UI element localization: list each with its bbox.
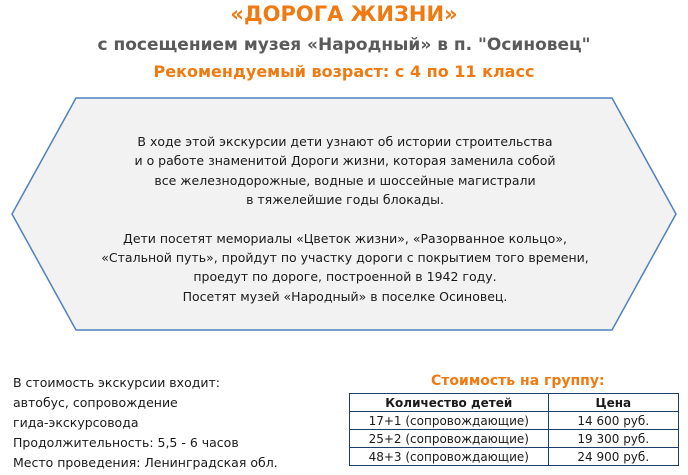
pricing-title: Стоимость на группу: [431, 373, 605, 389]
group-size-cell: 17+1 (сопровождающие) [350, 412, 549, 430]
page-subtitle: с посещением музея «Народный» в п. "Осиновец" [97, 35, 591, 55]
description-line: Дети посетят мемориалы «Цветок жизни», «Разорванное кольцо», [123, 230, 567, 246]
column-header-children: Количество детей [350, 394, 549, 412]
description-paragraph [70, 132, 620, 210]
price-cell: 19 300 руб. [548, 430, 678, 448]
description-paragraph [70, 229, 620, 307]
table-row [350, 448, 679, 466]
group-size-cell: 48+3 (сопровождающие) [350, 448, 549, 466]
description-line: проедут по дороге, построенной в 1942 году. [193, 269, 497, 285]
group-size-cell: 25+2 (сопровождающие) [350, 430, 549, 448]
price-cell: 14 600 руб. [548, 412, 678, 430]
description-text [70, 132, 620, 306]
column-header-price: Цена [548, 394, 678, 412]
table-row [350, 412, 679, 430]
table-row [350, 430, 679, 448]
description-line: в тяжелейшие годы блокады. [246, 192, 444, 208]
table-header-row [350, 394, 679, 412]
location-text: Место проведения: Ленинградская обл. [13, 455, 278, 470]
description-line: «Стальной путь», пройдут по участку дороги с покрытием того времени, [101, 250, 589, 266]
description-line: все железнодорожные, водные и шоссейные магистрали [154, 172, 536, 188]
description-line: В ходе этой экскурсии дети узнают об истории строительства [137, 134, 553, 149]
page-title: «ДОРОГА ЖИЗНИ» [230, 2, 458, 26]
description-line: Посетят музей «Народный» в поселке Осиновец. [182, 288, 508, 304]
recommended-age: Рекомендуемый возраст: с 4 по 11 класс [153, 62, 535, 81]
description-line: и о работе знаменитой Дороги жизни, которая заменила собой [134, 153, 556, 169]
duration-text: Продолжительность: 5,5 - 6 часов [13, 435, 239, 450]
price-table [349, 393, 679, 466]
price-cell: 24 900 руб. [548, 448, 678, 466]
includes-text: гида-экскурсовода [13, 415, 139, 430]
includes-label: В стоимость экскурсии входит: [13, 375, 220, 390]
tour-info [13, 373, 278, 473]
includes-text: автобус, сопровождение [13, 395, 178, 410]
